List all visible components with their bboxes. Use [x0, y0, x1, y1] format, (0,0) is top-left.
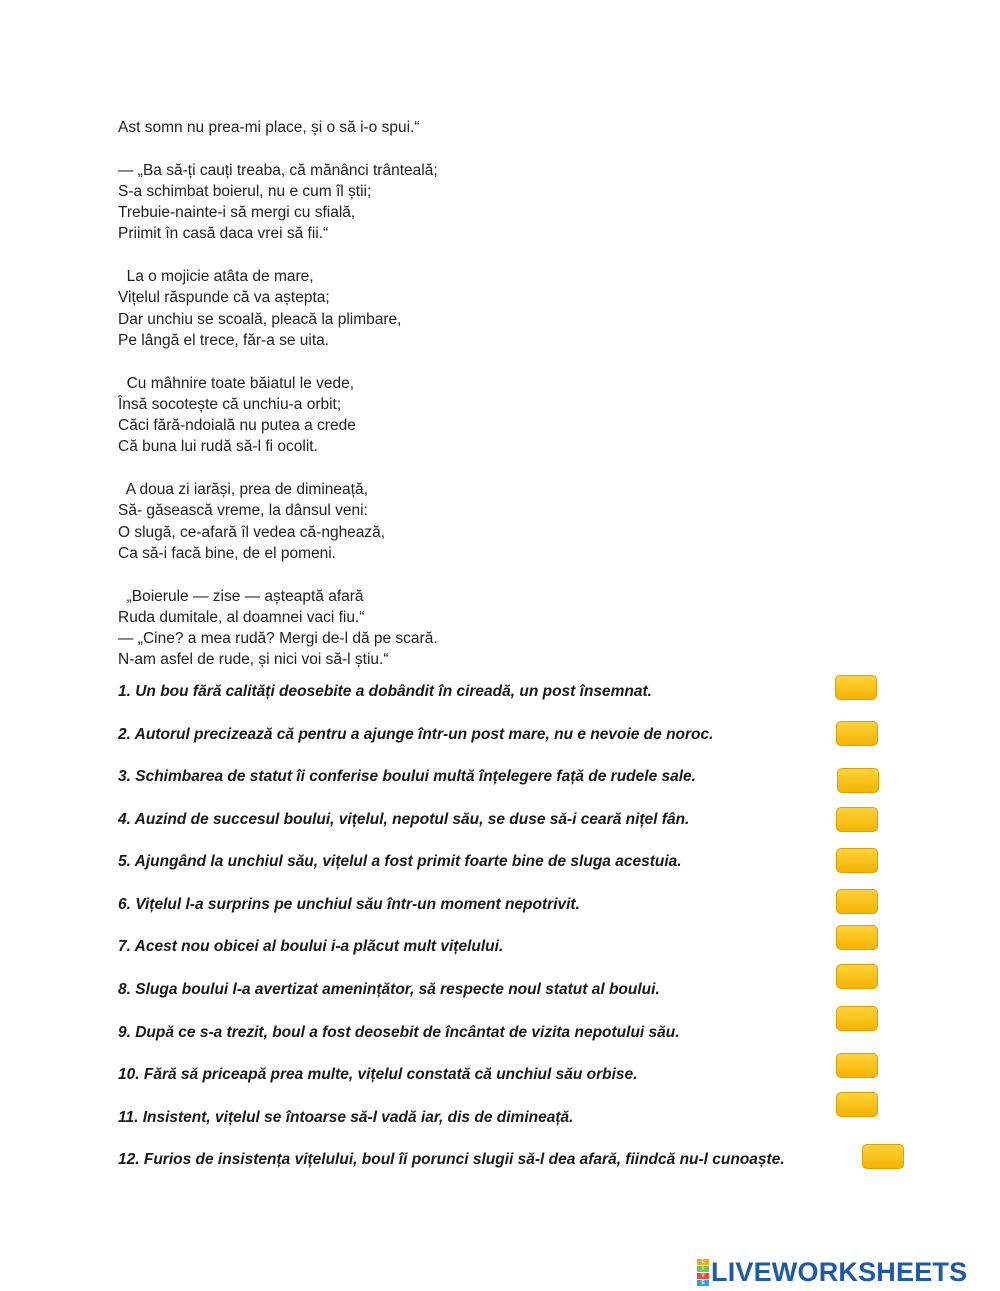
answer-box[interactable] [836, 1092, 878, 1117]
liveworksheets-logo [697, 1257, 967, 1288]
poem-line [118, 245, 438, 266]
poem-line: — „Cine? a mea rudă? Mergi de-l dă pe scară. [118, 630, 438, 648]
poem-line: Însă socotește că unchiu-a orbit; [118, 395, 342, 413]
answer-box[interactable] [835, 675, 877, 700]
question-statement: 10. Fără să priceapă prea multe, vițelul constată că unchiul său orbise. [118, 1066, 638, 1083]
answer-box[interactable] [836, 1006, 878, 1031]
answer-box[interactable] [836, 925, 878, 950]
logo-block: I [697, 1266, 709, 1272]
poem-line: La o mojicie atâta de mare, [118, 268, 314, 286]
logo-block: V [697, 1273, 709, 1279]
question-statement: 11. Insistent, vițelul se întoarse să-l vadă iar, dis de dimineață. [118, 1109, 574, 1126]
poem-text [118, 117, 438, 671]
answer-box[interactable] [837, 768, 879, 793]
logo-text: LIVEWORKSHEETS [711, 1257, 968, 1287]
question-statement: 4. Auzind de succesul boului, vițelul, nepotul său, se duse să-i ceară nițel fân. [118, 811, 690, 828]
answer-box[interactable] [836, 721, 878, 746]
poem-line: Să- găsească vreme, la dânsul veni: [118, 502, 368, 520]
logo-block: E [697, 1280, 709, 1286]
poem-line: Priimit în casă daca vrei să fii.“ [118, 225, 329, 243]
poem-line: Că buna lui rudă să-l fi ocolit. [118, 438, 318, 456]
poem-line: Trebuie-nainte-i să mergi cu sfială, [118, 204, 356, 222]
poem-line: N-am asfel de rude, și nici voi să-l știu.“ [118, 651, 389, 669]
answer-box[interactable] [836, 1053, 878, 1078]
poem-line: Ca să-i facă bine, de el pomeni. [118, 544, 336, 562]
question-statement: 5. Ajungând la unchiul său, vițelul a fost primit foarte bine de sluga acestuia. [118, 853, 682, 870]
question-statement: 1. Un bou fără calități deosebite a dobândit în cireadă, un post însemnat. [118, 683, 652, 700]
question-statement: 2. Autorul precizează că pentru a ajunge într-un post mare, nu e nevoie de noroc. [118, 726, 714, 743]
question-statement: 12. Furios de insistența vițelului, boul îi porunci slugii să-l dea afară, fiindcă nu-l cunoaște. [118, 1151, 785, 1168]
poem-line [118, 458, 438, 479]
poem-line: Căci fără-ndoială nu putea a crede [118, 417, 356, 435]
answer-box[interactable] [836, 807, 878, 832]
answer-box[interactable] [836, 889, 878, 914]
logo-mark-icon [697, 1259, 709, 1286]
question-statement: 7. Acest nou obicei al boului i-a plăcut mult vițelului. [118, 938, 504, 955]
poem-line: Vițelul răspunde că va aștepta; [118, 289, 330, 307]
answer-box[interactable] [836, 848, 878, 873]
logo-block: L [697, 1259, 709, 1265]
poem-line: Pe lângă el trece, făr-a se uita. [118, 331, 330, 349]
poem-line: „Boierule — zise — așteaptă afară [118, 587, 364, 605]
answer-box[interactable] [836, 964, 878, 989]
answer-box[interactable] [862, 1144, 904, 1169]
poem-line: O slugă, ce-afară îl vedea că-nghează, [118, 523, 386, 541]
poem-line: A doua zi iarăși, prea de dimineață, [118, 481, 368, 499]
poem-line: S-a schimbat boierul, nu e cum îl știi; [118, 182, 372, 200]
poem-line [118, 351, 438, 372]
question-statement: 6. Vițelul l-a surprins pe unchiul său într-un moment nepotrivit. [118, 896, 580, 913]
poem-line [118, 564, 438, 585]
question-statement: 9. După ce s-a trezit, boul a fost deosebit de încântat de vizita nepotului său. [118, 1024, 680, 1041]
question-statement: 3. Schimbarea de statut îi conferise boului multă înțelegere față de rudele sale. [118, 768, 696, 785]
poem-line: — „Ba să-ți cauți treaba, că mănânci trânteală; [118, 161, 438, 179]
poem-line: Dar unchiu se scoală, pleacă la plimbare, [118, 310, 402, 328]
question-statement: 8. Sluga boului l-a avertizat amenințător, să respecte noul statut al boului. [118, 981, 660, 998]
poem-line [118, 138, 438, 159]
poem-line: Cu mâhnire toate băiatul le vede, [118, 374, 355, 392]
poem-line: Ast somn nu prea-mi place, și o să i-o spui.“ [118, 119, 420, 136]
poem-line: Ruda dumitale, al doamnei vaci fiu.“ [118, 608, 365, 626]
